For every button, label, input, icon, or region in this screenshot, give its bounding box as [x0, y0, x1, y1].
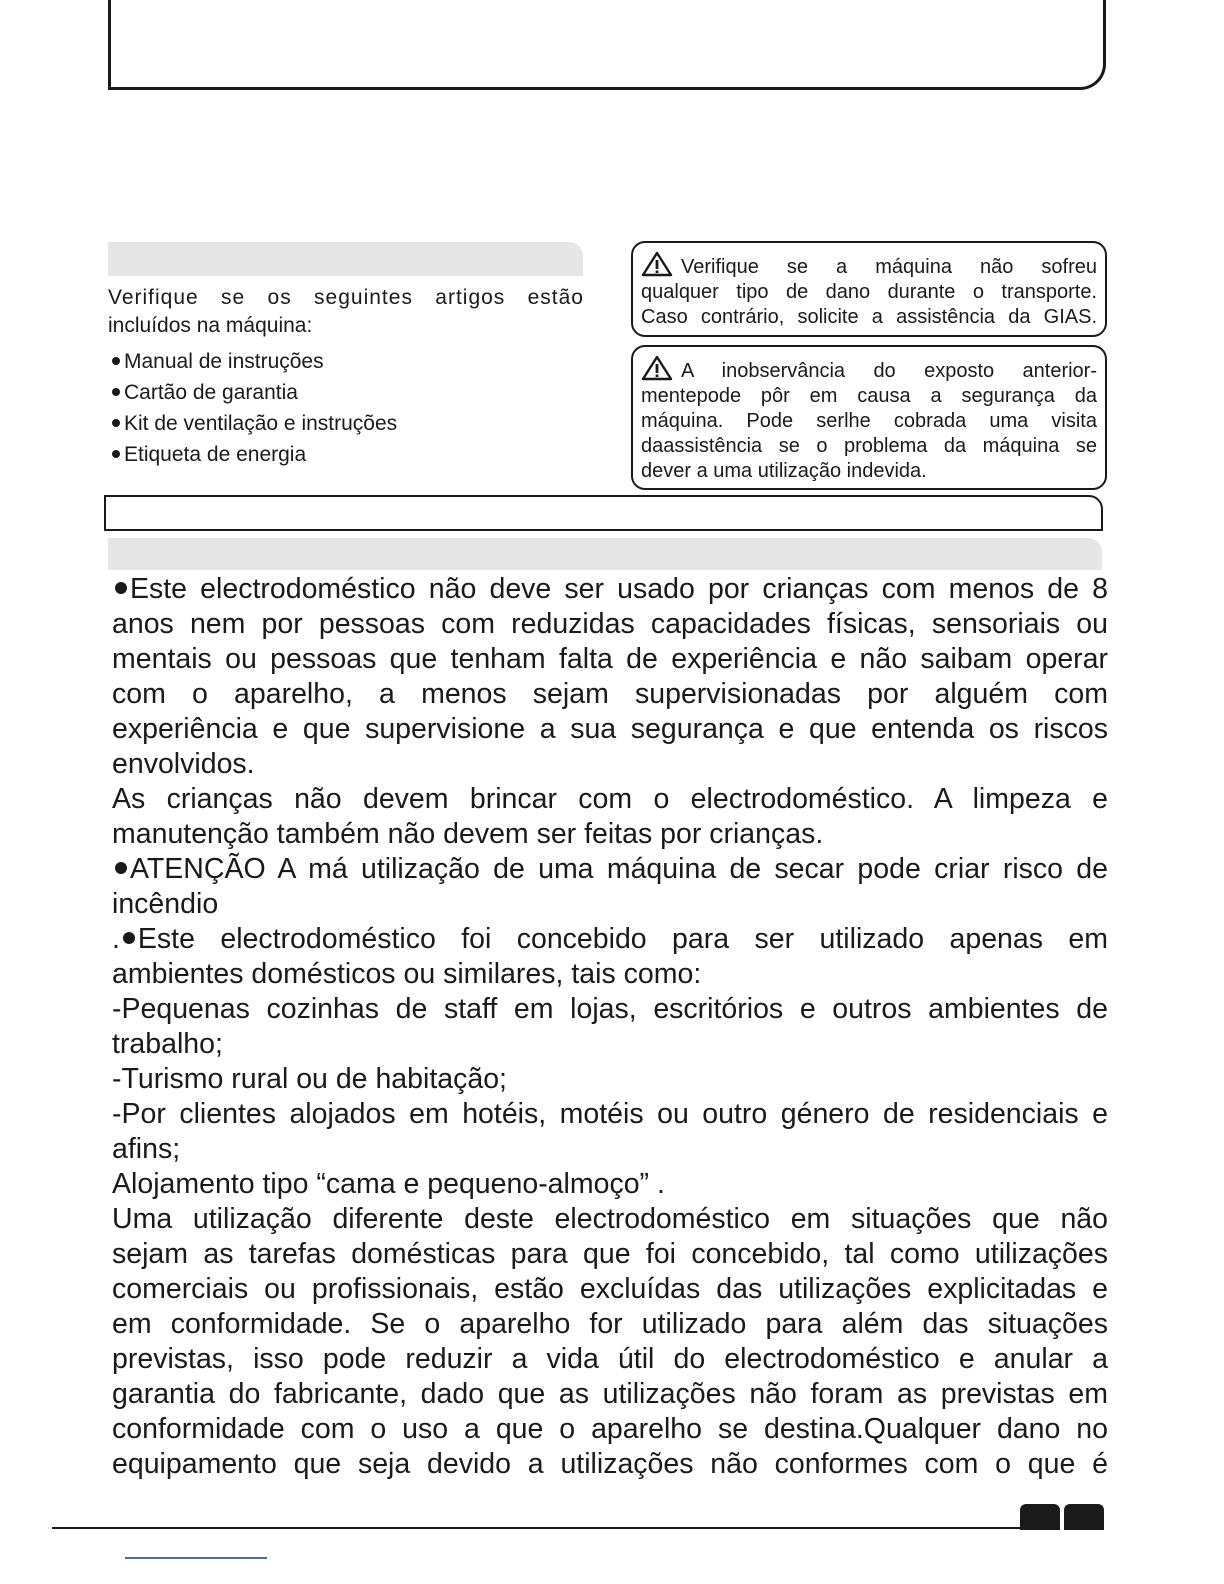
text-line: anos nem por pessoas com reduzidas capacidades físicas, sensoriais ou — [112, 608, 1108, 640]
accessories-checklist — [108, 284, 584, 470]
list-item: Etiqueta de energia — [108, 439, 584, 470]
bullet-icon — [112, 450, 120, 458]
safety-instructions — [112, 572, 1108, 1482]
text-line: sejam as tarefas domésticas para que foi concebido, tal como utilizações — [112, 1238, 1108, 1270]
text-line: comerciais ou profissionais, estão excluídas das utilizações explicitadas e — [112, 1273, 1108, 1305]
section-header-frame — [104, 495, 1103, 531]
text-line: -Turismo rural ou de habitação; — [112, 1063, 507, 1095]
bullet-icon — [112, 419, 120, 427]
text-line: incêndio — [112, 888, 219, 920]
checklist-intro-line2: incluídos na máquina: — [108, 314, 313, 337]
bullet-icon — [123, 932, 135, 944]
bullet-icon — [115, 582, 127, 594]
text-line: manutenção também não devem ser feitas por crianças. — [112, 818, 824, 850]
text-line: . Este electrodoméstico foi concebido para ser utilizado apenas em — [112, 923, 1108, 955]
page-number-tab-left — [1020, 1504, 1060, 1530]
warning-line: dever a uma utilização indevida. — [641, 460, 927, 482]
text-line: Alojamento tipo “cama e pequeno-almoço” . — [112, 1168, 665, 1200]
list-item: Kit de ventilação e instruções — [108, 408, 584, 439]
text-line: previstas, isso pode reduzir a vida útil do electrodoméstico e anular a — [112, 1343, 1108, 1375]
warning-triangle-icon — [641, 251, 673, 277]
warning-line: máquina. Pode serlhe cobrada uma visita — [641, 410, 1097, 432]
warning-box-misuse — [631, 345, 1107, 490]
header-frame — [108, 0, 1106, 90]
warning-line: mentepode pôr em causa a segurança da — [641, 385, 1097, 407]
text-line: conformidade com o uso a que o aparelho se destina.Qualquer dano no — [112, 1413, 1108, 1445]
list-item: Manual de instruções — [108, 346, 584, 377]
warning-line: daassistência se o problema da máquina se — [641, 435, 1097, 457]
bullet-icon — [112, 357, 120, 365]
text-line: ATENÇÃO A má utilização de uma máquina de secar pode criar risco de — [112, 852, 1108, 887]
warning-line: Caso contrário, solicite a assistência da GIAS. — [641, 306, 1097, 328]
section-title-bar-safety — [108, 538, 1102, 570]
warning-box-transport — [631, 241, 1107, 337]
text-line: Uma utilização diferente deste electrodoméstico em situações que não — [112, 1203, 1108, 1235]
footer-accent-line — [125, 1557, 267, 1559]
text-line: afins; — [112, 1133, 181, 1165]
footer-rule — [52, 1527, 1022, 1529]
text-line: com o aparelho, a menos sejam supervisionadas por alguém com — [112, 678, 1108, 710]
text-line: trabalho; — [112, 1028, 223, 1060]
text-line: envolvidos. — [112, 748, 255, 780]
bullet-icon — [115, 862, 127, 874]
text-line: experiência e que supervisione a sua segurança e que entenda os riscos — [112, 713, 1108, 745]
warning-line: A inobservância do exposto anterior- — [641, 355, 1097, 384]
text-line: -Pequenas cozinhas de staff em lojas, escritórios e outros ambientes de — [112, 993, 1108, 1025]
text-line: -Por clientes alojados em hotéis, motéis ou outro género de residenciais e — [112, 1098, 1108, 1130]
warning-triangle-icon — [641, 355, 673, 381]
text-line: em conformidade. Se o aparelho for utilizado para além das situações — [112, 1308, 1108, 1340]
checklist-items — [108, 346, 584, 470]
warning-line: Verifique se a máquina não sofreu — [641, 251, 1097, 280]
text-line: As crianças não devem brincar com o electrodoméstico. A limpeza e — [112, 783, 1108, 815]
text-line: equipamento que seja devido a utilizações não conformes com o que é — [112, 1448, 1108, 1480]
text-line: Este electrodoméstico não deve ser usado por crianças com menos de 8 — [112, 572, 1108, 607]
warning-line: qualquer tipo de dano durante o transporte. — [641, 281, 1097, 303]
bullet-icon — [112, 388, 120, 396]
page-number-tab-right — [1064, 1504, 1104, 1530]
list-item: Cartão de garantia — [108, 377, 584, 408]
checklist-intro-line1: Verifique se os seguintes artigos estão — [108, 286, 584, 309]
text-line: ambientes domésticos ou similares, tais como: — [112, 958, 702, 990]
text-line: mentais ou pessoas que tenham falta de experiência e não saibam operar — [112, 643, 1108, 675]
section-title-bar-accessories — [108, 242, 583, 276]
text-line: garantia do fabricante, dado que as utilizações não foram as previstas em — [112, 1378, 1108, 1410]
